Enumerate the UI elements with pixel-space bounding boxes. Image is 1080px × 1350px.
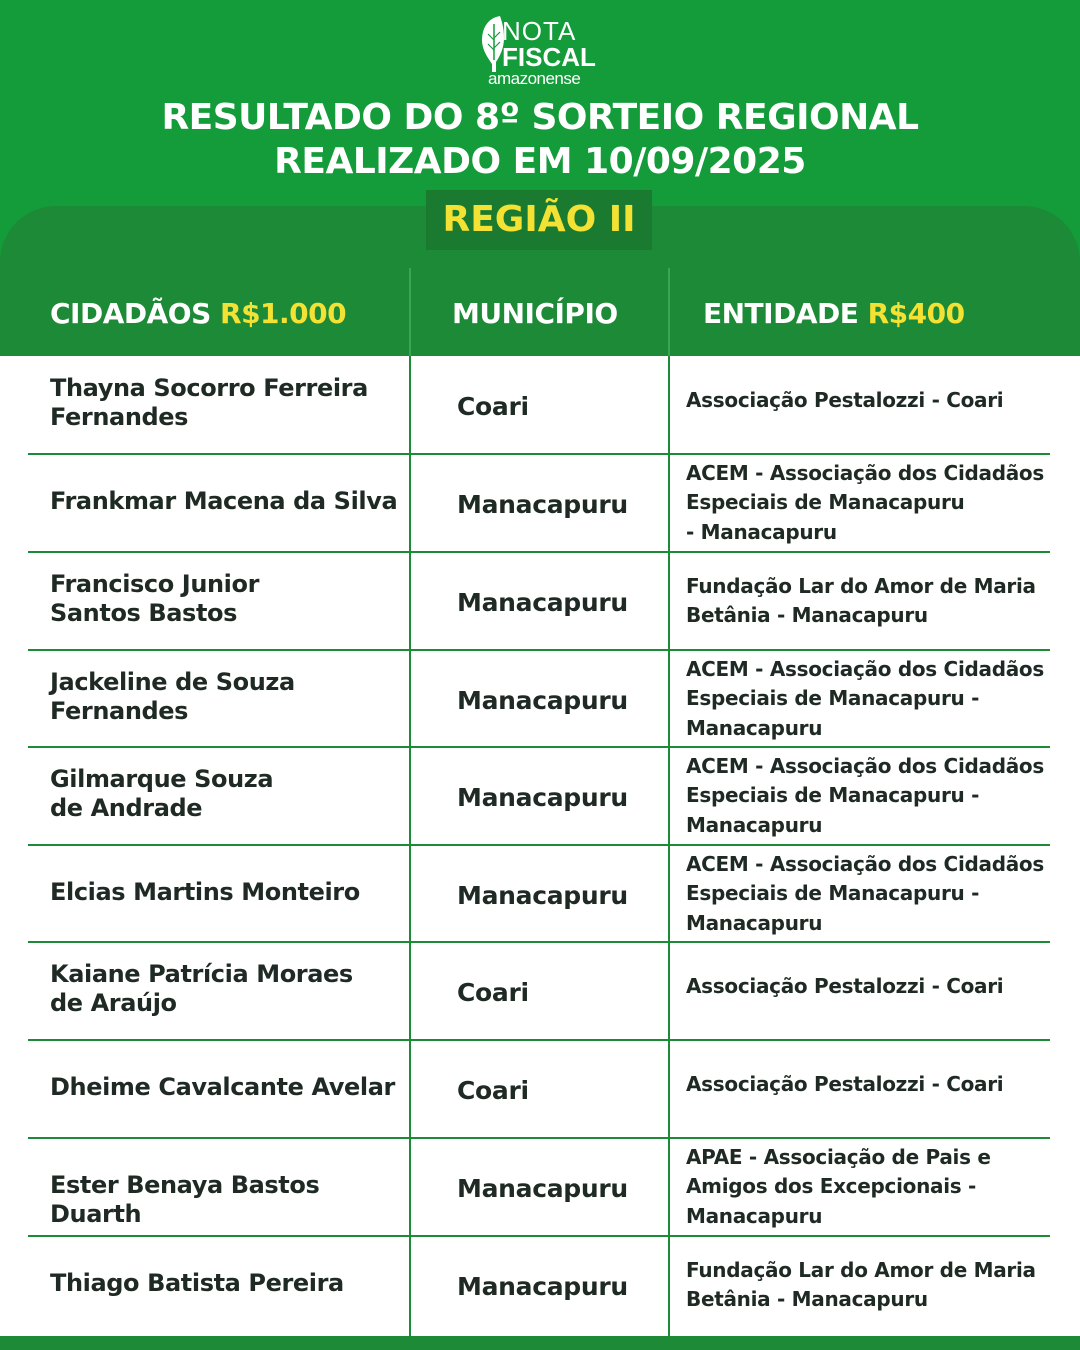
- entity-prize: R$400: [867, 297, 965, 330]
- row-divider: [28, 1039, 1050, 1041]
- row-divider: [28, 941, 1050, 943]
- bottom-bar: [0, 1336, 1080, 1350]
- citizens-prize: R$1.000: [220, 297, 347, 330]
- entity: ACEM - Associação dos Cidadãos Especiais de Manacapuru - Manacapuru: [686, 753, 1044, 837]
- citizen-name: Ester Benaya Bastos Duarth: [50, 1170, 320, 1228]
- header-divider-2: [668, 268, 670, 356]
- entity: Associação Pestalozzi - Coari: [686, 974, 1004, 998]
- municipality: Manacapuru: [457, 1272, 628, 1301]
- citizen-name: Dheime Cavalcante Avelar: [50, 1072, 395, 1101]
- citizen-name: Francisco Junior Santos Bastos: [50, 570, 260, 627]
- entity: Associação Pestalozzi - Coari: [686, 1072, 1004, 1096]
- entity: Fundação Lar do Amor de Maria Betânia - Manacapuru: [686, 573, 1036, 627]
- municipality: Manacapuru: [457, 588, 628, 617]
- row-divider: [28, 551, 1050, 553]
- citizen-name: Jackeline de Souza Fernandes: [50, 668, 295, 725]
- row-divider: [28, 1137, 1050, 1139]
- logo-nota: NOTA: [502, 16, 577, 46]
- row-divider: [28, 1235, 1050, 1237]
- row-divider: [28, 746, 1050, 748]
- citizen-name: Thayna Socorro Ferreira Fernandes: [50, 374, 368, 431]
- municipality: Manacapuru: [457, 686, 628, 715]
- logo-fiscal: FISCAL: [502, 42, 596, 72]
- citizen-name: Elcias Martins Monteiro: [50, 877, 360, 906]
- entity: ACEM - Associação dos Cidadãos Especiais de Manacapuru - Manacapuru: [686, 656, 1044, 740]
- header-divider-1: [409, 268, 411, 356]
- entity: APAE - Associação de Pais e Amigos dos Excepcionais - Manacapuru: [686, 1144, 991, 1228]
- municipality: Coari: [457, 1076, 529, 1105]
- entity-label: ENTIDADE: [703, 297, 859, 330]
- citizen-name: Gilmarque Souza de Andrade: [50, 765, 274, 822]
- page-title: [0, 96, 1080, 184]
- title-line-1: RESULTADO DO 8º SORTEIO REGIONAL: [161, 97, 919, 138]
- municipality: Coari: [457, 392, 529, 421]
- citizen-name: Kaiane Patrícia Moraes de Araújo: [50, 960, 353, 1017]
- title-line-2: REALIZADO EM 10/09/2025: [274, 141, 806, 182]
- municipality: Manacapuru: [457, 881, 628, 910]
- column-header-citizens: [50, 292, 346, 336]
- logo-amazonense: amazonense: [488, 69, 581, 88]
- entity: Fundação Lar do Amor de Maria Betânia - Manacapuru: [686, 1257, 1036, 1311]
- citizens-label: CIDADÃOS: [50, 297, 211, 330]
- row-divider: [28, 453, 1050, 455]
- row-divider: [28, 649, 1050, 651]
- citizen-name: Thiago Batista Pereira: [50, 1268, 344, 1297]
- municipality: Manacapuru: [457, 1174, 628, 1203]
- region-badge: REGIÃO II: [426, 190, 652, 250]
- nota-fiscal-logo: [480, 12, 610, 86]
- row-divider: [28, 844, 1050, 846]
- column-divider-1: [409, 356, 411, 1336]
- column-header-entity: [703, 292, 965, 336]
- column-header-municipality: [452, 292, 618, 336]
- municipality: Manacapuru: [457, 490, 628, 519]
- entity: ACEM - Associação dos Cidadãos Especiais de Manacapuru - Manacapuru: [686, 851, 1044, 935]
- column-divider-2: [668, 356, 670, 1336]
- municipality: Manacapuru: [457, 783, 628, 812]
- entity: ACEM - Associação dos Cidadãos Especiais de Manacapuru - Manacapuru: [686, 460, 1044, 544]
- municipality-label: MUNICÍPIO: [452, 297, 618, 330]
- municipality: Coari: [457, 978, 529, 1007]
- entity: Associação Pestalozzi - Coari: [686, 388, 1004, 412]
- citizen-name: Frankmar Macena da Silva: [50, 486, 398, 515]
